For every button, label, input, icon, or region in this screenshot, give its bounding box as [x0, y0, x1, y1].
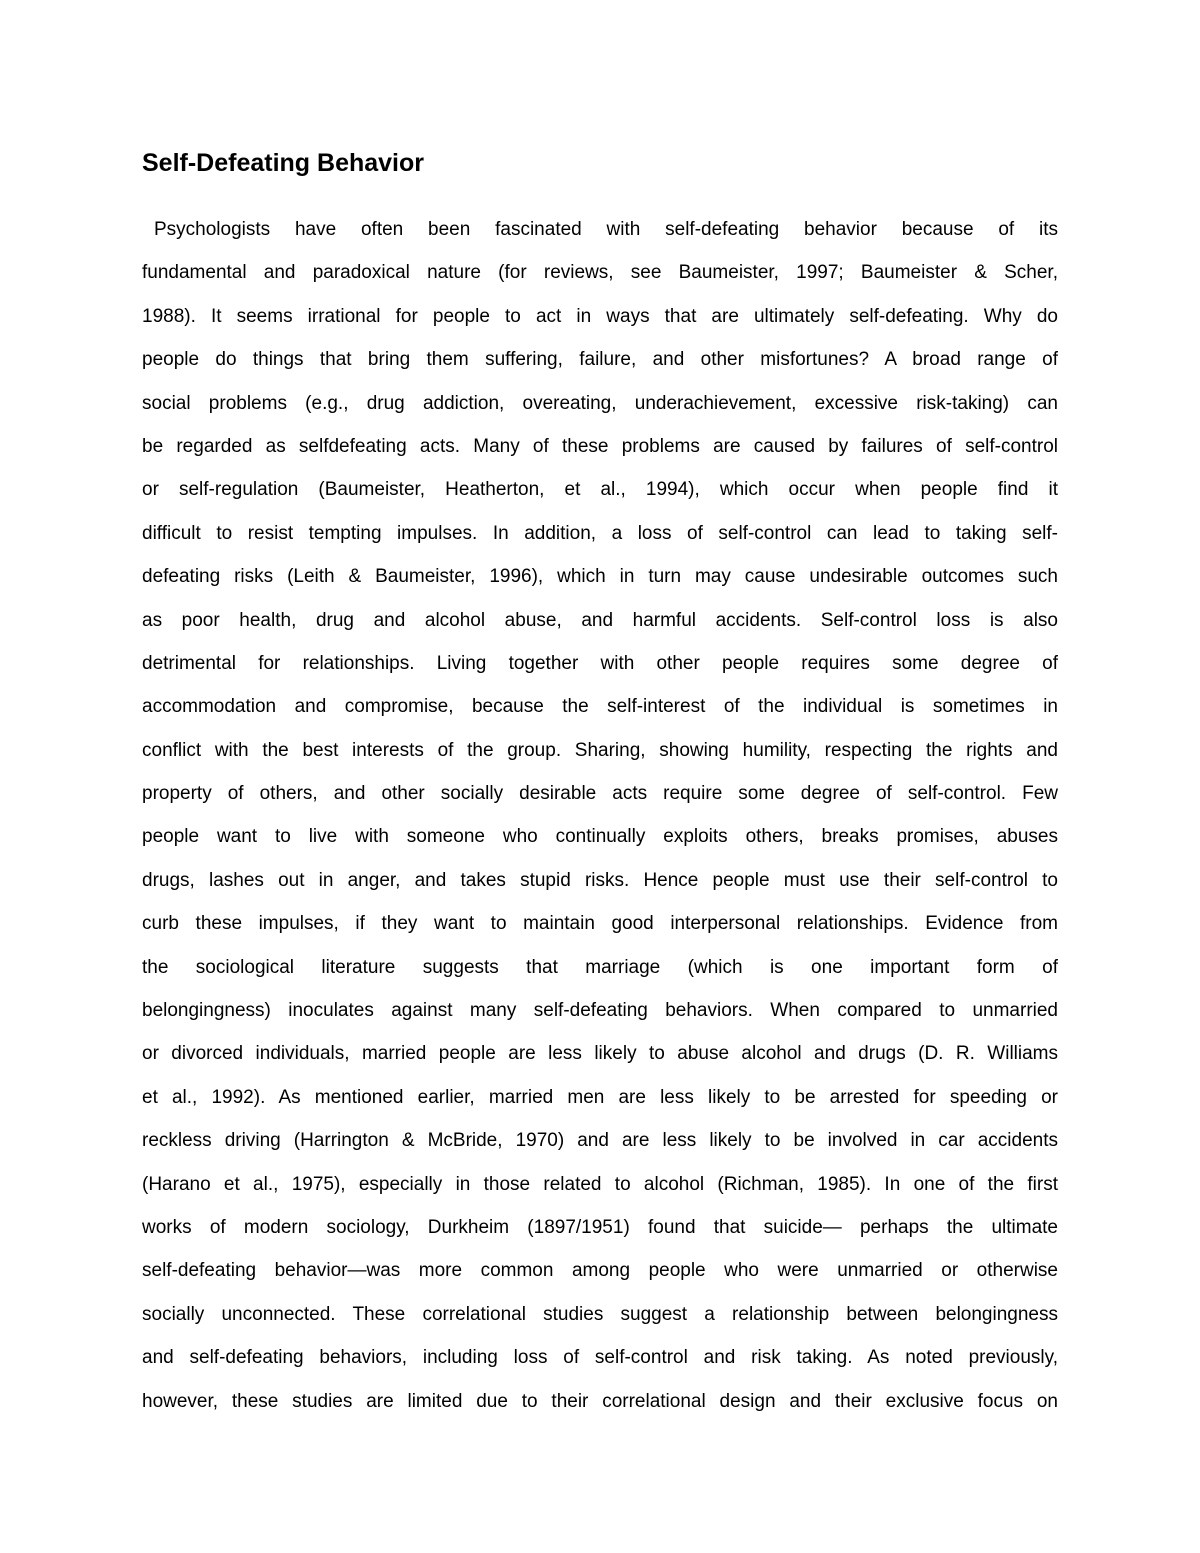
paragraph-line: difficult to resist tempting impulses. In addition, a loss of self-control can lead to taking self-: [142, 522, 1058, 544]
paragraph-line: belongingness) inoculates against many self-defeating behaviors. When compared to unmarried: [142, 1000, 1058, 1022]
paragraph-line: 1988). It seems irrational for people to act in ways that are ultimately self-defeating. Why do: [142, 305, 1058, 327]
paragraph-line: or self-regulation (Baumeister, Heatherton, et al., 1994), which occur when people find it: [142, 479, 1058, 501]
paragraph-line: however, these studies are limited due to their correlational design and their exclusive focus on: [142, 1390, 1058, 1412]
body-paragraph: [142, 208, 1058, 1423]
paragraph-line: fundamental and paradoxical nature (for reviews, see Baumeister, 1997; Baumeister & Scher,: [142, 262, 1058, 284]
paragraph-line: social problems (e.g., drug addiction, overeating, underachievement, excessive risk-taking) can: [142, 392, 1058, 414]
paragraph-line: et al., 1992). As mentioned earlier, married men are less likely to be arrested for speeding or: [142, 1086, 1058, 1108]
paragraph-line: detrimental for relationships. Living together with other people requires some degree of: [142, 652, 1058, 674]
paragraph-line: reckless driving (Harrington & McBride, 1970) and are less likely to be involved in car accidents: [142, 1130, 1058, 1152]
document-title: Self-Defeating Behavior: [142, 149, 425, 177]
paragraph-line: as poor health, drug and alcohol abuse, and harmful accidents. Self-control loss is also: [142, 609, 1058, 631]
paragraph-line: defeating risks (Leith & Baumeister, 1996), which in turn may cause undesirable outcomes such: [142, 566, 1058, 588]
paragraph-line: works of modern sociology, Durkheim (1897/1951) found that suicide— perhaps the ultimate: [142, 1216, 1058, 1238]
paragraph-line: conflict with the best interests of the group. Sharing, showing humility, respecting the rights and: [142, 739, 1058, 761]
paragraph-line: drugs, lashes out in anger, and takes stupid risks. Hence people must use their self-control to: [142, 869, 1058, 891]
paragraph-line: or divorced individuals, married people are less likely to abuse alcohol and drugs (D. R. Williams: [142, 1043, 1058, 1065]
paragraph-line: property of others, and other socially desirable acts require some degree of self-control. Few: [142, 783, 1058, 805]
paragraph-line: curb these impulses, if they want to maintain good interpersonal relationships. Evidence from: [142, 913, 1058, 935]
paragraph-line: and self-defeating behaviors, including loss of self-control and risk taking. As noted previously,: [142, 1347, 1058, 1369]
paragraph-line: self-defeating behavior—was more common among people who were unmarried or otherwise: [142, 1260, 1058, 1282]
paragraph-line: people do things that bring them suffering, failure, and other misfortunes? A broad range of: [142, 349, 1058, 371]
paragraph-line: socially unconnected. These correlational studies suggest a relationship between belongingness: [142, 1303, 1058, 1325]
paragraph-line: accommodation and compromise, because the self-interest of the individual is sometimes in: [142, 696, 1058, 718]
paragraph-line: (Harano et al., 1975), especially in those related to alcohol (Richman, 1985). In one of the first: [142, 1173, 1058, 1195]
paragraph-line: Psychologists have often been fascinated with self-defeating behavior because of its: [154, 219, 1058, 240]
paragraph-line: be regarded as selfdefeating acts. Many of these problems are caused by failures of self-control: [142, 435, 1058, 457]
paragraph-line: people want to live with someone who continually exploits others, breaks promises, abuses: [142, 826, 1058, 848]
paragraph-line: the sociological literature suggests that marriage (which is one important form of: [142, 956, 1058, 978]
